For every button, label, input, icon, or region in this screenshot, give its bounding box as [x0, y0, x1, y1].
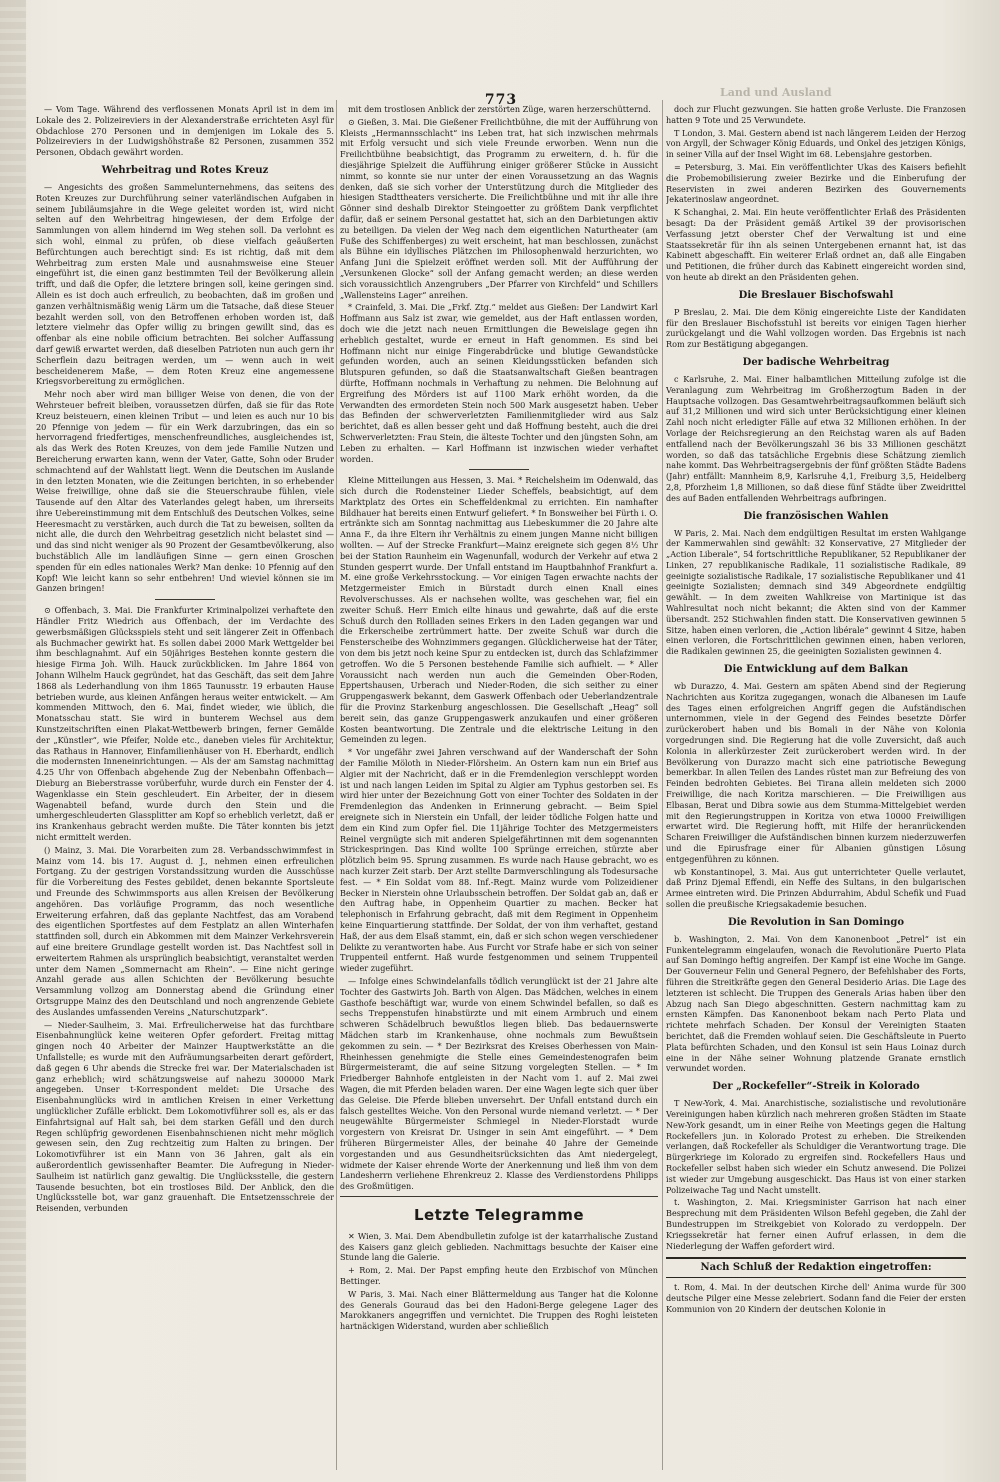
article-paragraph: ⊙ Gießen, 3. Mai. Die Gießener Freilichtbühne, die mit der Aufführung von Kleists „Hermannsschlacht“ ins Leben trat, hat sich inzwischen mehrmals mit Erfolg versucht und sich viele Freunde erworben. Wenn nun die Freilichtbühne beabsichtigt, das Programm zu erweitern, d. h. für die diesjährige Spielzeit die Aufführung einiger größerer Stücke in Aussicht nimmt, so konnte sie nur unter der einen Voraussetzung an das Wagnis denken, daß sie sich vorher der Unterstützung durch die Mitglieder des hiesigen Stadttheaters versicherte. Die Freilichtbühne und mit ihr alle ihre Gönner sind deshalb Direktor Steingoetter zu größtem Dank verpflichtet dafür, daß er seinem Personal gestattet hat, sich an den Darbietungen aktiv zu beteiligen. Da vielen der Weg nach dem eigentlichen Naturtheater (am Fuße des Schiffenberges) zu weit erscheint, hat man beschlossen, zunächst als Bühne ein idyllisches Plätzchen im Philosophenwald herzurichten, wo Anfang Juni die Spielzeit eröffnet werden soll. Mit der Aufführung der „Versunkenen Glocke“ soll der Anfang gemacht werden; an diese werden sich voraussichtlich Anzengrubers „Der Pfarrer von Kirchfeld“ und Schillers „Wallensteins Lager“ anreihen.	[340, 116, 658, 300]
section-heading: Wehrbeitrag und Rotes Kreuz	[101, 164, 269, 176]
article-paragraph: doch zur Flucht gezwungen. Sie hatten große Verluste. Die Franzosen hatten 9 Tote und 25 Verwundete.	[666, 104, 966, 125]
article-paragraph: t. Rom, 4. Mai. In der deutschen Kirche dell' Anima wurde für 300 deutsche Pilger eine Messe zelebriert. Sodann fand die Feier der ersten Kommunion von 20 Kindern der deutschen Kolonie in	[666, 1282, 966, 1314]
telegram-heading-block	[340, 1196, 658, 1225]
article-paragraph: — Infolge eines Schwindelanfalls tödlich verunglückt ist der 21 Jahre alte Tochter des Gastwirts Joh. Barth von Algen. Das Mädchen, welches in einem Gasthofe beschäftigt war, wurde von einem Schwindel befallen, so daß es sechs Treppenstufen hinabstürzte und mit einem Armbruch und einem schweren Schädelbruch bewußtlos liegen blieb. Das bedauernswerte Mädchen starb im Krankenhause, ohne nochmals zum Bewußtsein gekommen zu sein. — * Der Bezirksrat des Kreises Oberhessen von Main-Rheinhessen genehmigte die Stelle eines Gemeindestenografen beim Bürgermeisteramt, die auf seine Sitzung vorgelegten Stellen. — * Im Friedberger Bahnhofe entgleisten in der Nacht vom 1. auf 2. Mai zwei Wagen, die mit Pferden beladen waren. Der eine Wagen legte sich quer über das Geleise. Die Pferde blieben unversehrt. Der Unfall entstand durch ein falsch gestelltes Weiche. Von den Personal wurde niemand verletzt. — * Der neugewählte Bürgermeister Schmiegel in Nieder-Florstadt wurde vorgestern von Kreisrat Dr. Usinger in sein Amt eingeführt. — * Dem früheren Bürgermeister Alles, der beinahe 40 Jahre der Gemeinde vorgestanden und aus Gesundheitsrücksichten das Amt niedergelegt, widmete der Kaiser ehrende Worte der Anerkennung und ließ ihm von dem Landesherrn verliehene Ehrenkreuz 2. Klasse des Verdienstordens Philipps des Großmütigen.	[340, 975, 658, 1192]
section-heading: Die Revolution in San Domingo	[727, 916, 905, 928]
column-left	[36, 104, 334, 1474]
article-paragraph: K Schanghai, 2. Mai. Ein heute veröffentlichter Erlaß des Präsidenten besagt: Da der Präsident gemäß Artikel 39 der provisorischen Verfassung jetzt oberster Chef der Verwaltung ist und eine Staatssekretär für ihn als seinen Untergebenen ernannt hat, ist das Kabinett abgeschafft. Ein weiterer Erlaß ordnet an, daß alle Eingaben und Petitionen, die früher durch das Kabinett eingereicht worden sind, von heute ab direkt an den Präsidenten gehen.	[666, 207, 966, 282]
article-paragraph: Kleine Mitteilungen aus Hessen, 3. Mai. * Reichelsheim im Odenwald, das sich durch die Rodensteiner Lieder Scheffels, beabsichtigt, auf dem Marktplatz des Ortes ein Scheffeldenkmal zu errichten. Ein namhafter Bildhauer hat bereits einen Entwurf geliefert. * In Bonsweiher bei Fürth i. O. ertränkte sich am Sonntag nachmittag aus Liebeskummer die 20 Jahre alte Anna F., da ihre Eltern ihr Verhältnis zu einem jungen Manne nicht billigen wollten. — Auf der Strecke Frankfurt—Mainz ereignete sich gegen 8½ Uhr bei der Station Raunheim ein Wagenunfall, wodurch der Verkehr auf etwa 2 Stunden gesperrt wurde. Der Unfall entstand im Hauptbahnhof Frankfurt a. M. eine große Verkehrsstockung. — Vor einigen Tagen erwachte nachts der Metzgermeister Emich in Bürstadt durch einen Knall eines Revolverschusses. Als er nachsehen wollte, was geschehen war, fiel ein zweiter Schuß. Herr Emich eilte hinaus und gewahrte, daß auf die erste Schuß durch den Rollladen seines Erkers in den Laden gegangen war und die Erkerscheibe zertrümmert hatte. Der zweite Schuß war durch die Fensterscheibe des Wohnzimmers gegangen. Glücklicherweise hat der Täter, von dem bis jetzt noch keine Spur zu entdecken ist, durch das Schlafzimmer getroffen. Wo die 5 Personen bestehende Familie sich aufhielt. — * Aller Voraussicht nach werden nun auch die Gemeinden Ober-Roden, Eppertshausen, Urberach und Nieder-Roden, die sich seither zu einer Gruppengaswerk bekannt, dem Gaswerk Offenbach oder Ueberlandzentrale für die Provinz Starkenburg angeschlossen. Die Gesellschaft „Heag“ soll bereit sein, das ganze Gruppengaswerk anzukaufen und einer größeren Kosten beantwortung. Die Zentrale und die elektrische Leitung in den Gemeinden zu legen.	[340, 475, 658, 745]
section-heading: Die Entwicklung auf dem Balkan	[723, 664, 909, 676]
article-paragraph: + Rom, 2. Mai. Der Papst empfing heute den Erzbischof von München Bettinger.	[340, 1265, 658, 1287]
article-paragraph: Mehr noch aber wird man billiger Weise von denen, die von der Wehrsteuer befreit bleiben, voraussetzen dürfen, daß sie für das Rote Kreuz beisteuern, einen kleinen Tribut — und leien es auch nur 10 bis 20 Pfennige von jedem — für ein Werk darzubringen, das ein so hervorragend friedfertiges, menschenfreundliches, ausgleichendes ist, als das Werk des Roten Kreuzes, von dem jede Familie Nutzen und Bereicherung erwarten kann, wenn der Vater, Gatte, Sohn oder Bruder schmachtend auf der Wahlstatt liegt. Wenn die Deutschen im Auslande in den letzten Monaten, wie die Zeitungen berichten, in so erhebender Weise freiwillige, ohne daß sie die Steuerschraube fühlen, viele Tausende auf den Altar des Vaterlandes gelegt haben, um ihrerseits ihre Uebereinstimmung mit dem Entschluß des Deutschen Volkes, seine Heeresmacht zu verstärken, auch durch die Tat zu beweisen, sollten da nicht alle, die durch den Wehrbeitrag gesetzlich nicht belastet sind — und das sind nicht weniger als 90 Prozent der Gesamtbevölkerung, also buchstäblich Alle im landläufigen Sinne — gern einen Groschen spenden für ein edles nationales Werk? Man denke: 10 Pfennig auf den Kopf! Wie leicht kann so sehr entbehren! Und wieviel können sie im Ganzen bringen!	[36, 389, 334, 594]
column-rule	[662, 100, 663, 1470]
late-news-heading: Nach Schluß der Redaktion eingetroffen:	[666, 1257, 966, 1278]
section-heading: Die französischen Wahlen	[743, 510, 889, 522]
article-divider	[155, 599, 215, 600]
article-paragraph: — Vom Tage. Während des verflossenen Monats April ist in dem im Lokale des 2. Polizeireviers in der Alexanderstraße errichteten Asyl für Obdachlose 270 Personen und in demjenigen im Lokale des 5. Polizeireviers in der Ludwigshöhstraße 82 Personen, zusammen 352 Personen, Obdach gewährt worden.	[36, 104, 334, 158]
article-paragraph: ✕ Wien, 3. Mai. Dem Abendbulletin zufolge ist der katarrhalische Zustand des Kaisers ganz gleich geblieden. Nachmittags besuchte der Kaiser eine Stunde lang die Galerie.	[340, 1230, 658, 1263]
article-paragraph: — Angesichts des großen Sammelunternehmens, das seitens des Roten Kreuzes zur Durchführung seiner vaterländischen Aufgaben in seinem Jubiläumsjahre in die Wege geleitet worden ist, wird nicht selten auf den Wehrbeitrag hingewiesen, der dem Erfolge der Sammlungen von allem hindernd im Weg stehen soll. Da verlohnt es sich wohl, einmal zu prüfen, ob diese vielfach geäußerten Befürchtungen auch berechtigt sind: Es ist richtig, daß mit dem Wehrbeitrag zum ersten Male und ausnahmsweise eine Steuer eingeführt ist, die einen ganz bestimmten Teil der Bevölkerung allein trifft, und daß die Opfer, die letztere bringen soll, keine geringen sind. Allein es ist doch auch erfreulich, zu beobachten, daß im großen und ganzen verhältnismäßig wenig Lärm um die Tatsache, daß diese Steuer bezahlt werden soll, von den Betroffenen erhoben worden ist, daß letztere vielmehr das Opfer willig zu bringen gewillt sind, das es offenbar als eine nobile officium betrachten. Bei solcher Auffassung darf gewiß erwartet werden, daß dieselben Patrioten nun auch gern ihr Scherflein dazu beitragen werden, um — wenn auch in weit bescheidenerem Maße, — dem Roten Kreuz eine angemessene Kriegsvorbereitung zu ermöglichen.	[36, 181, 334, 387]
section-heading: Die Breslauer Bischofswahl	[738, 289, 894, 301]
column-right	[666, 104, 966, 1474]
article-paragraph: T New-York, 4. Mai. Anarchistische, sozialistische und revolutionäre Vereinigungen haben kürzlich nach mehreren großen Städten im Staate New-York gesandt, um in einer Reihe von Meetings gegen die Haltung Rockefellers jun. in Kolorado Protest zu erheben. Die Streikenden verlangen, daß Rockefeller als Schuldiger die Verantwortung trage. Die Bürgerkriege im Kolorado zu ergreifen sind. Rockefellers Haus und Rockefeller selbst haben sich wieder ein Schutz anwesend. Die Polizei ist wieder zur Umgebung ausgeschickt. Das Haus ist von einer starken Polizeiwache Tag und Nacht umstellt.	[666, 1098, 966, 1195]
article-divider	[469, 469, 529, 470]
article-paragraph: * Crainfeld, 3. Mai. Die „Frkf. Ztg.“ meldet aus Gießen: Der Landwirt Karl Hoffmann aus Salz ist zwar, wie gemeldet, aus der Haft entlassen worden, doch wie die jetzt nach neuen Ermittlungen die Beweislage gegen ihn erheblich gestaltet, wurde er erneut in Haft genommen. Es sind bei Hoffmann nicht nur einige Fingerabdrücke und blutige Gewandstücke gefunden worden, auch an seinen Kleidungsstücken befanden sich Blutspuren gefunden, so daß die Staatsanwaltschaft Gießen beantragen dürfte, Hoffmann nochmals in Verhaftung zu nehmen. Die Belohnung auf Ergreifung des Mörders ist auf 1100 Mark erhöht worden, da die Verwandten des ermordeten Stein noch 500 Mark ausgesetzt haben. Ueber das Befinden der schwerverletzten Familienmitglieder wird aus Salz berichtet, daß es allen besser geht und daß Hoffnung besteht, auch die drei Schwerverletzten: Frau Stein, die älteste Tochter und den jüngsten Sohn, am Leben zu erhalten. — Karl Hoffmann ist inzwischen wieder verhaftet worden.	[340, 302, 658, 464]
article-paragraph: ⊙ Offenbach, 3. Mai. Die Frankfurter Kriminalpolizei verhaftete den Händler Fritz Wiedrich aus Offenbach, der im Verdachte des gewerbsmäßigen Glücksspiels steht und seit längerer Zeit in Offenbach als Buchmacher gewirkt hat. Es sollen dabei 2000 Mark Wettgelder bei ihm beschlagnahmt. Auf ein 50jähriges Bestehen konnte gestern die hiesige Firma Joh. Wilh. Hauck zurückblicken. Im Jahre 1864 von Johann Wilhelm Hauck gegründet, hat das Geschäft, das seit dem Jahre 1868 als Lederhandlung von ihm 1865 Taunusstr. 19 erbauten Hause betrieben wurde, aus kleinen Anfängen heraus weiter entwickelt. — Am kommenden Mittwoch, den 6. Mai, findet wieder, wie üblich, die Monatsschau statt. Sie wird in bunterem Wechsel aus dem Kunstzeitschriften einen Plakat-Wettbewerb bringen, ferner Gemälde der „Künstler“, wie Pfeifer, Nolde etc., daneben vieles für Architektur, das Rathaus in Hannover, Einfamilienhäuser von H. Eberhardt, endlich die modernsten Inneneinrichtungen. — Als der am Samstag nachmittag 4.25 Uhr von Offenbach abgehende Zug der Nebenbahn Offenbach—Dieburg an Bieberstrasse vorüberfuhr, wurde durch ein Fenster der 4. Wagenklasse ein Stein geschleudert. Ein Arbeiter, der in diesem Wagenabteil befand, wurde durch den Stein und die umhergeschleuderten Glassplitter am Kopf so erheblich verletzt, daß er ins Krankenhaus gebracht werden mußte. Die Täter konnten bis jetzt nicht ermittelt werden.	[36, 605, 334, 842]
article-paragraph: wb Konstantinopel, 3. Mai. Aus gut unterrichteter Quelle verlautet, daß Prinz Djemal Effendi, ein Neffe des Sultans, in den bulgarischen Armee eintreten wird. Die Prinzen Abdurrahim, Abdul Schefik und Fuad sollen die preußische Kriegsakademie besuchen.	[666, 866, 966, 909]
article-paragraph: P Breslau, 2. Mai. Die dem König eingereichte Liste der Kandidaten für den Breslauer Bischofsstuhl ist bereits vor einigen Tagen hierher zurückgelangt und die Wahl vollzogen worden. Das Ergebnis ist nach Rom zur Bestätigung abgegangen.	[666, 306, 966, 350]
article-paragraph: — Nieder-Saulheim, 3. Mai. Erfreulicherweise hat das furchtbare Eisenbahnunglück keine weiteren Opfer gefordert. Freitag mittag gingen noch 40 Arbeiter der Mainzer Hauptwerkstätte an die Unfallstelle; es wurde mit den Aufräumungsarbeiten derart gefördert, daß gegen 6 Uhr abends die Strecke frei war. Der Materialschaden ist ganz erheblich; wird schätzungsweise auf nahezu 300000 Mark angegeben. Unser t-Korrespondent meldet: Die Ursache des Eisenbahnunglücks wird in amtlichen Kreisen in einer Verkettung unglücklicher Zufälle erblickt. Dem Lokomotivführer soll es, als er das Einfahrtsignal auf Halt sah, bei dem starken Gefäll und den durch Regen schlüpfrig gewordenen Eisenbahnschienen nicht mehr möglich gewesen sein, den Zug rechtzeitig zum Halten zu bringen. Der Lokomotivführer ist ein Mann von 36 Jahren, galt als ein außerordentlich gewissenhafter Beamter. Die Aufregung in Nieder-Saulheim ist natürlich ganz gewaltig. Die Unglücksstelle, die gestern Tausende besuchten, bot ein trostloses Bild. Der Anblick, den die Unglücksstelle bot, war ganz grauenhaft. Die Entsetzensschreie der Reisenden, verbunden	[36, 1019, 334, 1214]
column-middle	[340, 104, 658, 1474]
page-number: 773	[484, 92, 518, 108]
article-paragraph: * Vor ungefähr zwei Jahren verschwand auf der Wanderschaft der Sohn der Familie Möloth in Nieder-Flörsheim. An Ostern kam nun ein Brief aus Algier mit der Nachricht, daß er in die Fremdenlegion verschleppt worden ist und nach langen Leiden im Spital zu Algier am Typhus gestorben sei. Es wird hier unter der Bezeichnung Gott von einer Tochter des Soldaten in der Fremdenlegion das Andenken in Erinnerung gebracht. — Beim Spiel ereignete sich in Nierstein ein Unfall, der leider tödliche Folgen hatte und dem ein Kind zum Opfer fiel. Die 11jährige Tochter des Metzgermeisters Reinel vergnügte sich mit anderen Spielgefährtinnen mit dem sogenannten Strickespringen. Das Kind wollte 100 Sprünge erreichen, stürzte aber plötzlich beim 95. Sprung zusammen. Es wurde nach Hause gebracht, wo es nach kurzer Zeit starb. Der Arzt stellte Darmverschlingung als Todesursache fest. — * Ein Soldat vom 88. Inf.-Regt. Mainz wurde vom Polizeidiener Becker in Nierstein ohne Urlaubsschein betroffen. Der Soldat gab an, daß er den Auftrag habe, in Oppenheim Quartier zu machen. Becker hat telephonisch in Erfahrung gebracht, daß mit dem Regiment in Oppenheim keine Einquartierung stattfinde. Der Soldat, der von ihm verhaftet, gestand Haß, der aus dem Elsaß stammt, ein, daß er sich schon wegen verschiedener Delikte zu verantworten habe. Aus Furcht vor Strafe habe er sich von seiner Truppenteil entfernt. Haß wurde festgenommen und seinem Truppenteil wieder zugeführt.	[340, 747, 658, 974]
section-rule	[340, 1196, 658, 1197]
article-paragraph: W Paris, 2. Mai. Nach dem endgültigen Resultat im ersten Wahlgange der Kammerwahlen sind gewählt: 32 Konservative, 27 Mitglieder der „Action Liberale“, 54 fortschrittliche Republikaner, 52 Republikaner der Linken, 27 republikanische Radikale, 11 sozialistische Radikale, 89 geeinigte sozialistische Radikale, 17 sozialistische Republikaner und 41 geeinigte Sozialisten; demnach sind 349 Abgeordnete endgültig gewählt. — In dem zweiten Wahlkreise von Martinique ist das Wahlresultat noch nicht bekannt; die Akten sind von der Kammer übersandt. 252 Stichwahlen finden statt. Die Konservativen gewinnen 5 Sitze, haben einen verloren, die „Action libérale“ gewinnt 4 Sitze, haben einen verloren, die Fortschrittlichen gewinnen einen, haben verloren, die Radikalen gewinnen 25, die geeinigten Sozialisten gewinnen 4.	[666, 527, 966, 657]
article-paragraph: = Petersburg, 3. Mai. Ein veröffentlichter Ukas des Kaisers befiehlt die Probemobilisierung zweier Bezirke und die Einberufung der Reservisten in zwei anderen Bezirken des Gouvernements Jekaterinoslaw angeordnet.	[666, 161, 966, 205]
article-paragraph: c Karlsruhe, 2. Mai. Einer halbamtlichen Mitteilung zufolge ist die Veranlagung zum Wehrbeitrag im Großherzogtum Baden in der Hauptsache vollzogen. Das Gesamtwehrbeitragsaufkommen beläuft sich auf 31,2 Millionen und wird sich unter Berücksichtigung einer kleinen Zahl noch nicht erledigter Fälle auf etwa 32 Millionen erhöhen. In der Vorlage der Reichsregierung an den Reichstag waren als auf Baden entfallend nach der Bevölkerungszahl 36 bis 33 Millionen geschätzt worden, so daß das tatsächliche Ergebnis diese Schätzung ziemlich nahe kommt. Das Wehrbeitragsergebnis der fünf größten Städte Badens (Jahr) entfällt: Mannheim 8,9, Karlsruhe 4,1, Freiburg 3,5, Heidelberg 2,8, Pforzheim 1,8 Millionen, so daß diese fünf Städte über Zweidrittel des auf Baden entfallenden Wehrbeitrags aufbringen.	[666, 373, 966, 503]
article-paragraph: T London, 3. Mai. Gestern abend ist nach längerem Leiden der Herzog von Argyll, der Schwager König Eduards, und Onkel des jetzigen Königs, in seiner Villa auf der Insel Wight im 68. Lebensjahre gestorben.	[666, 127, 966, 160]
section-heading: Der badische Wehrbeitrag	[742, 356, 890, 368]
article-paragraph: () Mainz, 3. Mai. Die Vorarbeiten zum 28. Verbandsschwimmfest in Mainz vom 14. bis 17. August d. J., nehmen einen erfreulichen Fortgang. Zu der gestrigen Vorstandssitzung wurden die Ausschüsse für die Vorbereitung des Festes gebildet, denen bekannte Sportsleute und Freunde des Schwimmsports aus allen Kreisen der Bevölkerung angehören. Das vorläufige Programm, das noch wesentliche Erweiterung erfahren, daß das geplante Nachtfest, das am Vorabend des eigentlichen Sportfestes auf dem Festplatz an allen Winterhafen stattfinden soll, durch ein Abkommen mit dem Mainzer Verkehrsverein auf eine breitere Grundlage gestellt worden ist. Das Nachtfest soll in erweitertem Rahmen als ursprünglich beabsichtigt, veranstaltet werden unter dem Namen „Sommernacht am Rhein“. — Eine nicht geringe Anzahl gerade aus allen Schichten der Bevölkerung besuchte Versammlung vollzog am Donnerstag abend die Gründung einer Ortsgruppe Mainz des den Deutschland und noch angrenzende Gebiete des Auslandes umfassenden Vereins „Naturschutzpark“.	[36, 844, 334, 1017]
article-paragraph: t. Washington, 2. Mai. Kriegsminister Garrison hat nach einer Besprechung mit dem Präsidenten Wilson Befehl gegeben, die Zahl der Bundestruppen im Streikgebiet von Kolorado zu verdoppeln. Der Kriegssekretär hat ferner einen Aufruf erlassen, in dem die Niederlegung der Waffen gefordert wird.	[666, 1197, 966, 1251]
telegram-heading: Letzte Telegramme	[413, 1205, 585, 1224]
article-paragraph: W Paris, 3. Mai. Nach einer Blättermeldung aus Tanger hat die Kolonne des Generals Gouraud das bei den Hadoni-Berge gelegene Lager des Marokkaners angegriffen und vernichtet. Die Truppen des Roghi leisteten hartnäckigen Widerstand, wurden aber schließlich	[340, 1288, 658, 1332]
article-paragraph: wb Durazzo, 4. Mai. Gestern am späten Abend sind der Regierung Nachrichten aus Koritza zugegangen, wonach die Albanesen im Laufe des Tages einen erfolgreichen Angriff gegen die Aufständischen unternommen, viele in der Gegend des Feindes besetzte Dörfer zurückerobert haben und bis Bomali in der Nähe von Kolonia vorgedrungen sind. Die Regierung hat die volle Zuversicht, daß auch Kolonia in allerkürzester Zeit zurückerobert werden wird. In der Bevölkerung von Durazzo macht sich eine patriotische Bewegung bemerkbar. In allen Teilen des Landes rüstet man zur Befreiung des von Feinden bedrohten Gebietes. Bei Tirana allein meldeten sich 2000 Freiwillige, die nach Koritza marschieren. — Die Freiwilligen aus Elbasan, Berat und Dibra sowie aus dem Stumma-Mittelgebiet werden mit den Regierungstruppen in Koritza von etwa 10000 Freiwilligen erwartet wird. Die Regierung hofft, mit Hilfe der heranrückenden Scharen Freiwilliger die Aufständischen binnen kurzem niederzuwerfen und die Epirusfrage einer für Albanien günstigen Lösung entgegenführen zu können.	[666, 681, 966, 864]
section-heading: Der „Rockefeller“-Streik in Kolorado	[712, 1081, 920, 1093]
column-rule	[336, 100, 337, 1470]
article-paragraph: b. Washington, 2. Mai. Von dem Kanonenboot „Petrel“ ist ein Funkentelegramm eingelaufen, wonach die Revolutionäre Puerto Plata auf San Domingo heftig angreifen. Der Kampf ist eine Woche im Gange. Der Gouverneur Felin und General Pegnero, der Befehlshaber des Forts, führen die Streitkräfte gegen den General Desiderio Arias. Die Lage des letzteren ist schlecht. Die Truppen des Generals Arias haben über den Abzug nach San Diego abgeschnitten. Gestern nachmittag kam zu ernsten Kämpfen. Das Kanonenboot bekam nach Perto Plata und richtete mehrfach Schaden. Der Konsul der Vereinigten Staaten berichtet, daß die Fremden wohlauf seien. Die Geschäftsleute in Puerto Plata befürchten Schaden, und den Konsul ist sein Haus Loinaz durch eine in der Nähe seiner Wohnung platzende Granate ernstlich verwundet worden.	[666, 933, 966, 1074]
bleed-through-text: Land und Ausland	[720, 86, 832, 99]
binding-edge	[0, 0, 26, 1482]
article-paragraph: mit dem trostlosen Anblick der zerstörten Züge, waren herzerschütternd.	[348, 104, 651, 114]
